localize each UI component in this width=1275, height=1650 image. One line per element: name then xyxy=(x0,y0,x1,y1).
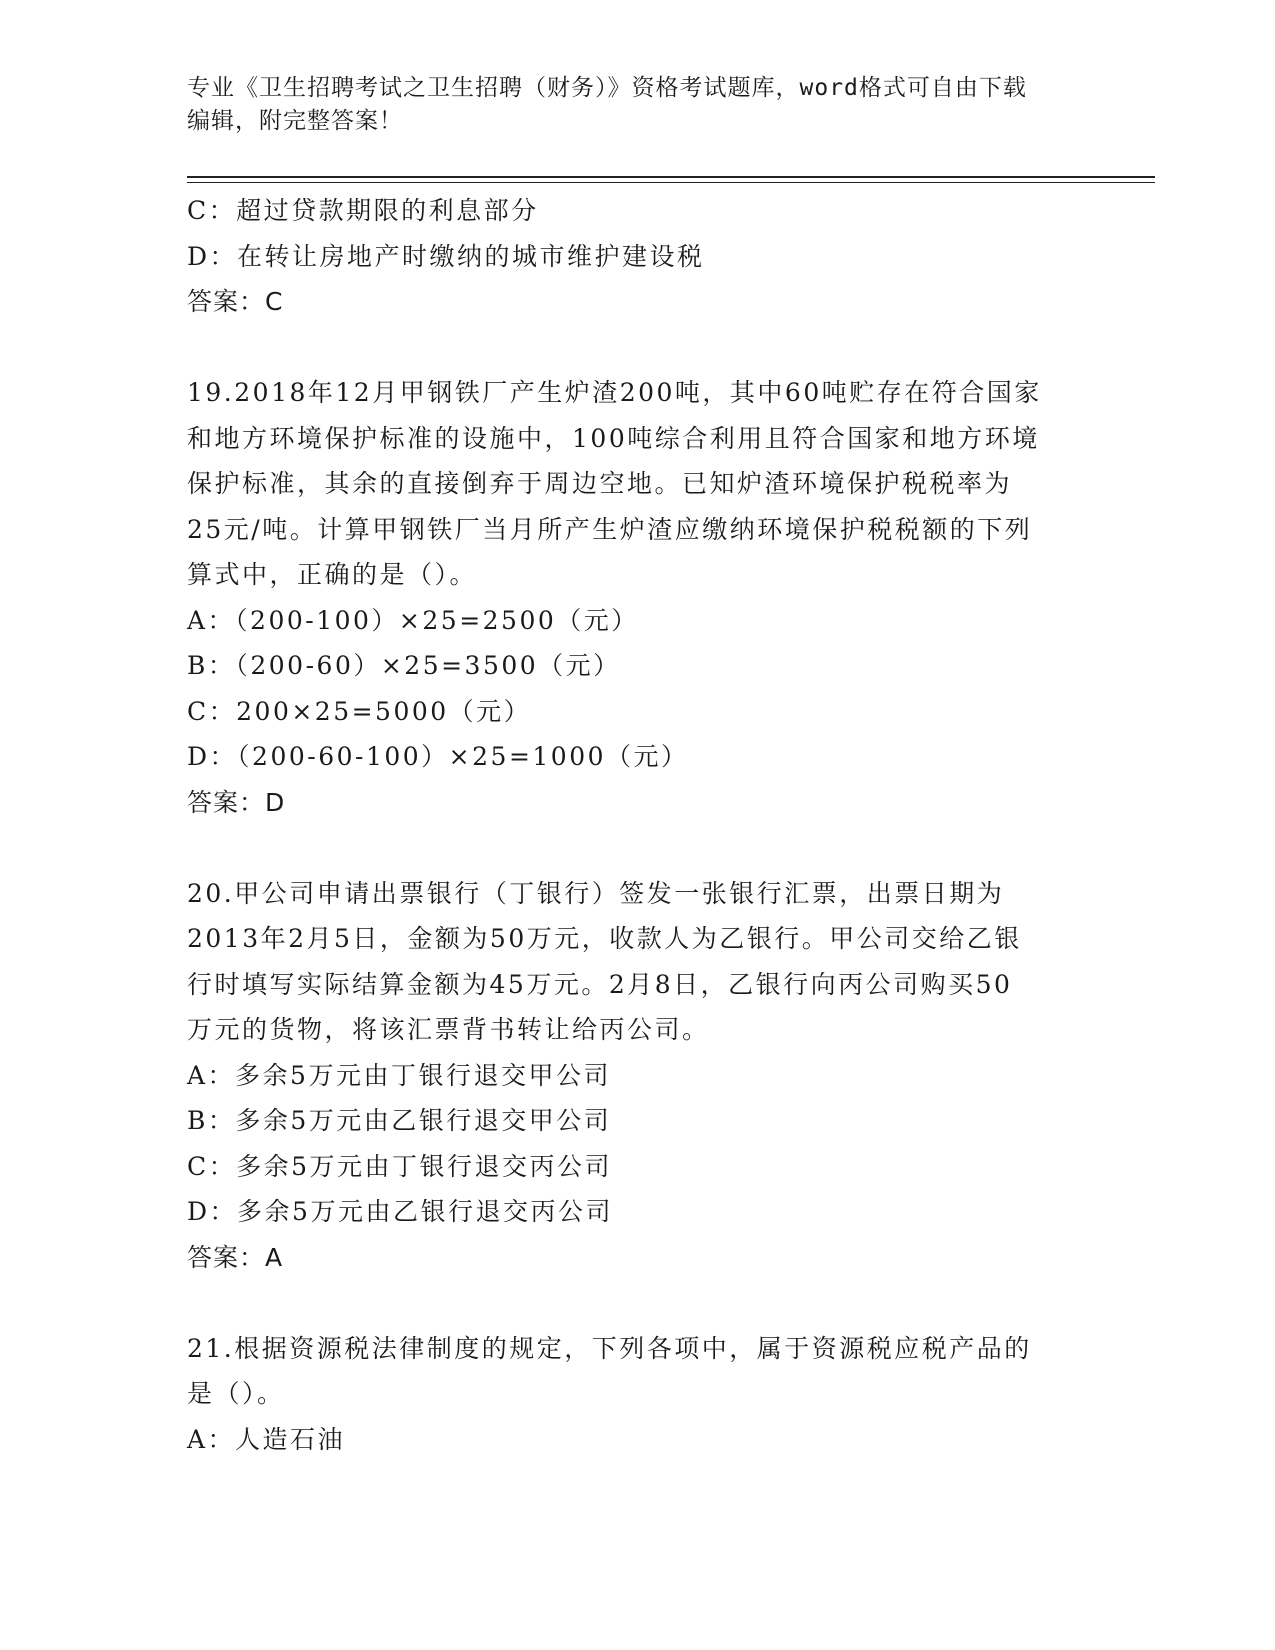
q20-option-d: D：多余5万元由乙银行退交丙公司 xyxy=(187,1197,613,1226)
q20-stem-line-1: 20.甲公司申请出票银行（丁银行）签发一张银行汇票，出票日期为 xyxy=(187,878,1005,908)
q19-option-b: B：（200-60）×25=3500（元） xyxy=(187,651,621,680)
q19-stem-line-5: 算式中，正确的是（）。 xyxy=(187,560,478,589)
q19-stem-line-3: 保护标准，其余的直接倒弃于周边空地。已知炉渣环境保护税税率为 xyxy=(187,469,1013,498)
q19-answer: 答案：D xyxy=(187,787,286,817)
prev-answer: 答案：C xyxy=(187,287,284,316)
header-divider-thin xyxy=(187,182,1155,183)
page-header xyxy=(187,72,1087,138)
prev-option-c: C：超过贷款期限的利息部分 xyxy=(187,196,539,225)
q20-answer: 答案：A xyxy=(187,1242,284,1272)
q19-option-c: C：200×25=5000（元） xyxy=(187,696,532,726)
q20-stem-line-4: 万元的货物，将该汇票背书转让给丙公司。 xyxy=(187,1015,710,1044)
q20-stem-line-3: 行时填写实际结算金额为45万元。2月8日，乙银行向丙公司购买50 xyxy=(187,969,1013,999)
header-line-2: 编辑，附完整答案！ xyxy=(187,108,403,134)
q20-stem-line-2: 2013年2月5日，金额为50万元，收款人为乙银行。甲公司交给乙银 xyxy=(187,924,1022,953)
q19-option-a: A：（200-100）×25=2500（元） xyxy=(187,605,639,635)
q21-option-a: A：人造石油 xyxy=(187,1424,346,1454)
document-body xyxy=(187,188,1087,1462)
q20-option-b: B：多余5万元由乙银行退交甲公司 xyxy=(187,1106,612,1135)
q21-stem-line-2: 是（）。 xyxy=(187,1379,285,1408)
q20-option-a: A：多余5万元由丁银行退交甲公司 xyxy=(187,1060,611,1090)
q20-option-c: C：多余5万元由丁银行退交丙公司 xyxy=(187,1151,613,1181)
q19-stem-line-1: 19.2018年12月甲钢铁厂产生炉渣200吨，其中60吨贮存在符合国家 xyxy=(187,378,1042,407)
q19-option-d: D：（200-60-100）×25=1000（元） xyxy=(187,742,689,771)
header-line-1: 专业《卫生招聘考试之卫生招聘（财务）》资格考试题库，word格式可自由下载 xyxy=(187,75,1027,101)
q21-stem-line-1: 21.根据资源税法律制度的规定，下列各项中，属于资源税应税产品的 xyxy=(187,1333,1032,1363)
prev-option-d: D：在转让房地产时缴纳的城市维护建设税 xyxy=(187,241,705,271)
q19-stem-line-2: 和地方环境保护标准的设施中，100吨综合利用且符合国家和地方环境 xyxy=(187,423,1040,453)
header-divider-thick xyxy=(187,176,1155,178)
q19-stem-line-4: 25元/吨。计算甲钢铁厂当月所产生炉渣应缴纳环境保护税税额的下列 xyxy=(187,514,1033,544)
